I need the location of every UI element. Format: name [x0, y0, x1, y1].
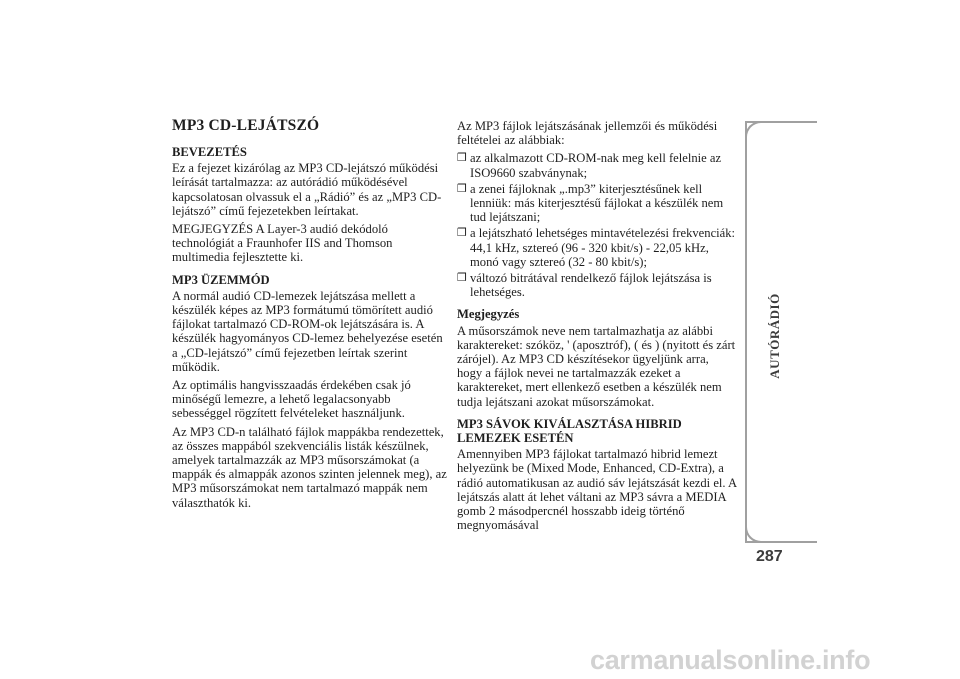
section-title-hibrid: MP3 SÁVOK KIVÁLASZTÁSA HIBRID LEMEZEK ESETÉN [457, 416, 682, 446]
paragraph: Az MP3 fájlok lejátszásának jellemzői és működési feltételei az alábbiak: [457, 119, 718, 148]
paragraph: Az optimális hangvisszaadás érdekében csak jó minőségű lemezre, a lehető legalacsonyabb sebességgel rögzített felvételeket használjunk. [172, 378, 411, 421]
side-rule [745, 121, 747, 543]
paragraph: Amennyiben MP3 fájlokat tartalmazó hibrid lemezt helyezünk be (Mixed Mode, Enhanced, CD-Extra), a rádió automatikusan az audió sáv lejátszását kezdi el. A lejátszás alatt át lehet váltani az MP3 sávra a MEDIA gomb 2 másodpercnél hosszabb ideig történő megnyomásával [457, 447, 737, 533]
top-rule-corner [745, 121, 765, 141]
right-column [457, 119, 737, 536]
list-item [457, 226, 737, 269]
note-title: Megjegyzés [457, 307, 520, 322]
checkbox-bullet-icon: ❒ [457, 271, 467, 285]
requirements-list [457, 151, 737, 299]
list-item [457, 151, 737, 179]
checkbox-bullet-icon: ❒ [457, 226, 467, 240]
list-item-text: a zenei fájloknak „.mp3” kiterjesztésűnek kell lenniük: más kiterjesztésű fájlokat a készülék nem tud lejátszani; [470, 181, 724, 225]
chapter-label: AUTÓRÁDIÓ [767, 293, 782, 379]
paragraph: Az MP3 CD-n található fájlok mappákba rendezettek, az összes mappából szekvenciális listák készülnek, amelyek tartalmazzák az MP3 műsorszámokat (a mappák és almappák azonos szinten jelennek meg), az MP3 műsorszámokat nem tartalmazó mappák nem választhatók ki. [172, 424, 447, 510]
list-item-text: változó bitrátával rendelkező fájlok lejátszása is lehetséges. [470, 271, 712, 300]
checkbox-bullet-icon: ❒ [457, 181, 467, 195]
list-item-text: a lejátszható lehetséges mintavételezési frekvenciák: 44,1 kHz, sztereó (96 - 320 kbit/s) - 22,05 kHz, monó vagy sztereó (32 - 80 kbit/s); [470, 226, 736, 269]
section-title-bevezetes: BEVEZETÉS [172, 145, 247, 159]
list-item-text: az alkalmazott CD-ROM-nak meg kell felelnie az ISO9660 szabványnak; [470, 151, 722, 180]
paragraph: MEGJEGYZÉS A Layer-3 audió dekódoló technológiát a Fraunhofer IIS and Thomson multimedia fejlesztette ki. [172, 222, 393, 265]
page-title: MP3 CD-LEJÁTSZÓ [172, 117, 320, 134]
page-number: 287 [756, 548, 783, 565]
paragraph: Ez a fejezet kizárólag az MP3 CD-lejátszó működési leírását tartalmazza: az autórádió működésével kapcsolatosan olvassuk el a „Rádió” és az „MP3 CD-lejátszó” című fejezetekben leírtakat. [172, 161, 442, 218]
watermark: carmanualsonline.info [590, 645, 871, 675]
paragraph: A normál audió CD-lemezek lejátszása mellett a készülék képes az MP3 formátumú tömörített audió fájlokat tartalmazó CD-ROM-ok lejátszására is. A készülék hagyományos CD-lemez behelyezése esetén a „CD-lejátszó” című fejezetben leírtak szerint működik. [172, 288, 443, 374]
paragraph: A műsorszámok neve nem tartalmazhatja az alábbi karaktereket: szóköz, ' (aposztróf), ( és ) (nyitott és zárt zárójel). Az MP3 CD készítésekor ügyeljünk arra, hogy a fájlok nevei ne tartalmazzák ezeket a karaktereket, mert ellenkező esetben a készülék nem tudja lejátszani azokat műsorszámokat. [457, 323, 736, 409]
left-column [172, 117, 448, 514]
checkbox-bullet-icon: ❒ [457, 151, 467, 165]
section-title-mp3-uzemmod: MP3 ÜZEMMÓD [172, 272, 270, 287]
list-item [457, 271, 737, 299]
list-item [457, 182, 737, 225]
